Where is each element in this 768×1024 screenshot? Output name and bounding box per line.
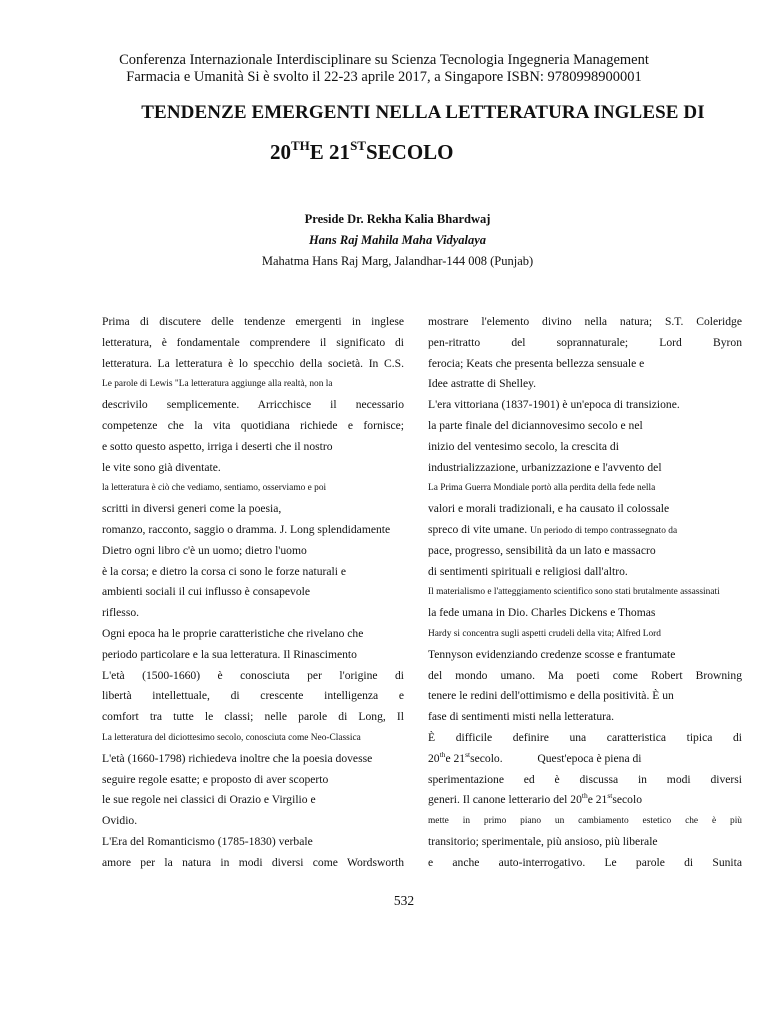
- text-line: L'età (1500-1660) è conosciuta per l'origine di: [102, 668, 404, 682]
- text-line: di sentimenti spirituali e religiosi dall'altro.: [428, 564, 628, 578]
- text-line: Ovidio.: [102, 814, 138, 828]
- text-line: e anche auto-interrogativo. Le parole di Sunita: [428, 855, 742, 869]
- text-line: le sue regole nei classici di Orazio e Virgilio e: [102, 793, 316, 807]
- text-line: L'Era del Romanticismo (1785-1830) verbale: [102, 834, 313, 848]
- text-line: Il materialismo e l'atteggiamento scientifico sono stati brutalmente assassinati: [428, 587, 720, 598]
- text-line: 20the 21stsecolo. Quest'epoca è piena di: [428, 749, 642, 765]
- text-line: valori e morali tradizionali, e ha causato il colossale: [428, 502, 670, 516]
- text-line: sperimentazione ed è discussa in modi diversi: [428, 772, 742, 786]
- text-line: ambienti sociali il cui influsso è consapevole: [102, 585, 310, 599]
- text-line: Ogni epoca ha le proprie caratteristiche che rivelano che: [102, 626, 364, 640]
- text-line: letteratura. La letteratura è lo specchio della società. In C.S.: [102, 356, 404, 370]
- text-line: libertà intellettuale, di crescente intelligenza e: [102, 689, 404, 703]
- conference-header: [0, 52, 768, 86]
- text-line: L'età (1660-1798) richiedeva inoltre che la poesia dovesse: [102, 751, 373, 765]
- text-line: descrivilo semplicemente. Arricchisce il necessario: [102, 398, 404, 412]
- text-line: la letteratura è ciò che vediamo, sentiamo, osserviamo e poi: [102, 483, 327, 494]
- text-line: Idee astratte di Shelley.: [428, 377, 537, 391]
- text-line: seguire regole esatte; e proposto di aver scoperto: [102, 772, 329, 786]
- text-line: pace, progresso, sensibilità da un lato e massacro: [428, 543, 656, 557]
- text-line: comfort tra tutte le classi; nelle parole di Long, Il: [102, 710, 404, 724]
- text-line: periodo particolare e la sua letteratura. Il Rinascimento: [102, 647, 357, 661]
- header-line-2: Farmacia e Umanità Si è svolto il 22-23 aprile 2017, a Singapore ISBN: 9780998900001: [126, 69, 642, 85]
- text-line: mostrare l'elemento divino nella natura; S.T. Coleridge: [428, 315, 742, 328]
- text-line: È difficile definire una caratteristica tipica di: [428, 730, 742, 744]
- right-text-column: [428, 312, 742, 874]
- paper-title-line-1: TENDENZE EMERGENTI NELLA LETTERATURA INGLESE DI: [141, 102, 705, 123]
- author-address: Mahatma Hans Raj Marg, Jalandhar-144 008 (Punjab): [261, 254, 534, 268]
- text-line: transitorio; sperimentale, più ansioso, più liberale: [428, 834, 658, 848]
- text-line: le vite sono già diventate.: [102, 460, 221, 474]
- author-name: Preside Dr. Rekha Kalia Bhardwaj: [304, 212, 491, 226]
- text-line: pen-ritratto del soprannaturale; Lord Byron: [428, 335, 742, 349]
- text-line: del mondo umano. Ma poeti come Robert Browning: [428, 668, 742, 682]
- text-line: letteratura, è fondamentale comprendere il significato di: [102, 335, 404, 349]
- paper-title-line-2: 20THE 21STSECOLO: [270, 138, 454, 164]
- author-institution: Hans Raj Mahila Maha Vidyalaya: [308, 233, 487, 247]
- text-line: romanzo, racconto, saggio o dramma. J. Long splendidamente: [102, 522, 391, 536]
- text-line: la parte finale del diciannovesimo secolo e nel: [428, 418, 643, 432]
- text-line: è la corsa; e dietro la corsa ci sono le forze naturali e: [102, 564, 346, 578]
- text-line: Tennyson evidenziando credenze scosse e frantumate: [428, 647, 676, 661]
- text-line: Hardy si concentra sugli aspetti crudeli della vita; Alfred Lord: [428, 628, 661, 639]
- text-line: la fede umana in Dio. Charles Dickens e Thomas: [428, 606, 656, 620]
- left-text-column: [102, 312, 404, 874]
- text-line: e sotto questo aspetto, irriga i deserti che il nostro: [102, 439, 333, 453]
- text-line: amore per la natura in modi diversi come Wordsworth: [102, 855, 404, 869]
- text-line: ferocia; Keats che presenta bellezza sensuale e: [428, 356, 645, 370]
- text-line: Prima di discutere delle tendenze emergenti in inglese: [102, 315, 404, 328]
- text-line: mette in primo piano un cambiamento estetico che è più: [428, 816, 742, 827]
- page-number: 532: [393, 893, 415, 908]
- text-line: Dietro ogni libro c'è un uomo; dietro l'uomo: [102, 543, 307, 557]
- text-line: La letteratura del diciottesimo secolo, conosciuta come Neo-Classica: [102, 732, 361, 743]
- text-line: generi. Il canone letterario del 20the 21stsecolo: [428, 791, 642, 807]
- text-line: riflesso.: [102, 606, 140, 620]
- text-line: competenze che la vita quotidiana richiede e fornisce;: [102, 418, 404, 432]
- author-block: [0, 209, 768, 272]
- text-line: tenere le redini dell'ottimismo e della positività. È un: [428, 689, 674, 703]
- text-line: inizio del ventesimo secolo, la crescita di: [428, 439, 619, 453]
- text-line: La Prima Guerra Mondiale portò alla perdita della fede nella: [428, 483, 656, 494]
- text-line: scritti in diversi generi come la poesia,: [102, 502, 282, 516]
- text-line: Le parole di Lewis "La letteratura aggiunge alla realtà, non la: [102, 379, 333, 390]
- text-line: L'era vittoriana (1837-1901) è un'epoca di transizione.: [428, 398, 680, 412]
- text-line: fase di sentimenti misti nella letteratura.: [428, 710, 615, 724]
- header-line-1: Conferenza Internazionale Interdisciplinare su Scienza Tecnologia Ingegneria Management: [119, 52, 649, 68]
- text-line: industrializzazione, urbanizzazione e l'avvento del: [428, 460, 662, 474]
- text-line: spreco di vite umane. Un periodo di tempo contrassegnato da: [428, 522, 678, 536]
